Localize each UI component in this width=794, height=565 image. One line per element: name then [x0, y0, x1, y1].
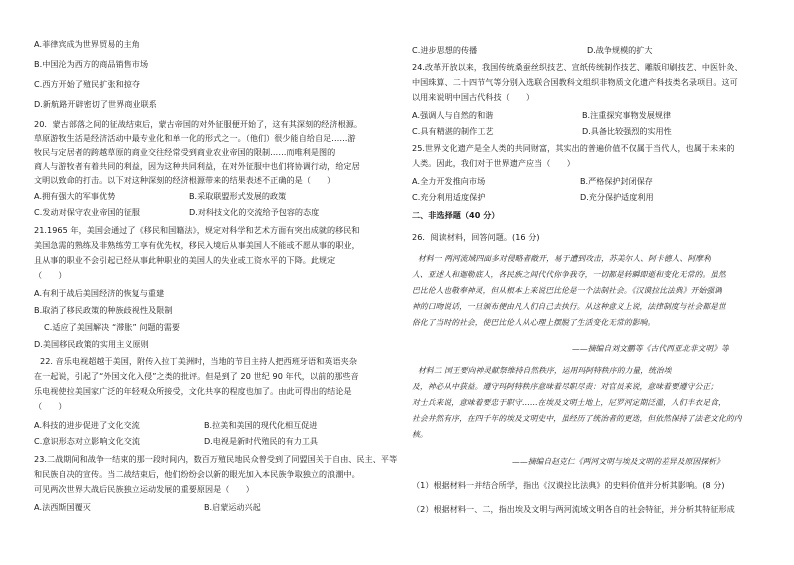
q20-stem-line: 牧民与定居者的跨越草原的商业交往经常受到商业农业帝国的限制……而唯利是图的 — [34, 147, 336, 157]
q22-stem-paren: （ ） — [34, 401, 67, 411]
q21-option-d: D.美国移民政策的实用主义原则 — [34, 339, 149, 349]
material-2-line: 对士兵来说，意味着要忠于职守……在埃及文明土地上，尼罗河定期泛滥，人们丰衣足食， — [412, 398, 726, 407]
q21-stem-line: 美国急需的熟练及非熟练劳工享有优先权，移民入境后从事美国人不能或不愿从事的职业， — [34, 240, 360, 250]
q21-option-a: A.有利于战后美国经济的恢复与重建 — [34, 288, 165, 298]
q24-stem-line: 24.改革开放以来，我国传统桑蚕丝织技艺、宣纸传统制作技艺、雕版印刷技艺、中医针灸、 — [412, 62, 743, 72]
material-2-line: 及，神必从中获益。遵守玛阿特秩序意味着尽职尽责：对官员来说，意味着要遵守公正； — [412, 382, 719, 391]
q25-option-b: B.严格保护封闭保存 — [580, 176, 653, 186]
q20-option-b: B.采取联盟形式发展的政策 — [189, 191, 287, 201]
q19-option-c: C.西方开始了殖民扩张和掠夺 — [34, 79, 141, 89]
q21-stem-paren: （ ） — [34, 270, 67, 280]
q21-option-b: B.取消了移民政策的种族歧视性及限制 — [34, 305, 173, 315]
material-1-source: ——摘编自刘文鹏等《古代西亚北非文明》等 — [572, 344, 729, 353]
q21-option-c: C.适应了美国解决 “滞胀” 问题的需要 — [44, 322, 181, 332]
q24-option-c: C.具有精湛的制作工艺 — [412, 126, 494, 136]
section-heading: 二、非选择题（40 分） — [412, 210, 500, 220]
q24-option-a: A.强调人与自然的和谐 — [412, 110, 494, 120]
q23-option-d: D.战争规模的扩大 — [587, 45, 653, 55]
q22-option-c: C.意识形态对立影响文化交流 — [34, 436, 141, 446]
q20-stem-line: 文明以致命的打击。以下对这种深刻的经济根源带来的结果表述不正确的是（ ） — [34, 175, 336, 185]
q24-option-d: D.具备比较强烈的实用性 — [582, 126, 672, 136]
q25-stem-line: 人类。因此，我们对于世界遗产应当（ ） — [412, 158, 575, 168]
material-1-line: 材料一 两河流域四面多对侵略者敞开，易于遭到攻击，苏美尔人、阿卡德人、阿摩利 — [418, 254, 711, 263]
q22-stem-line: 22. 音乐电视超越于美国，附传入拉丁美洲时，当地的节目主持人把西班牙语和英语夹杂 — [40, 356, 357, 366]
q19-option-b: B.中国沦为西方的商品销售市场 — [34, 59, 149, 69]
q23-option-c: C.进步思想的传播 — [412, 45, 478, 55]
material-1-line: 俗化了当时的社会，使巴比伦人从心理上摆脱了生活变化无常的影响。 — [412, 318, 656, 327]
q23-stem-line: 和民族自决的宣传。当二战结束后，他们纷纷会以新的眼光加入本民族争取独立的浪潮中。 — [34, 469, 360, 479]
q24-stem-line: 以用来说明中国古代科技（ ） — [412, 92, 535, 102]
q24-stem-line: 中国珠算、二十四节气等分别入选联合国教科文组织非物质文化遗产科技类名录项目。这可 — [412, 77, 738, 87]
material-2-source: ——摘编自赵克仁《两河文明与埃及文明的差异及原因探析》 — [512, 457, 724, 466]
material-2-line: 社会井然有序，在四千年的埃及文明史中，虽经历了统治者的更迭，但依然保持了法老文化的内 — [412, 414, 742, 423]
material-2-line: 材料二 国王要向神灵献祭维持自然秩序，运用玛阿特秩序的力量，统治埃 — [418, 366, 672, 375]
material-1-line: 巴比伦人也敬奉神灵，但从根本上来说巴比伦是一个法制社会。《汉谟拉比法典》开始强调 — [412, 286, 722, 295]
q20-option-d: D.对科技文化的交流给予包容的态度 — [189, 207, 320, 217]
q22-option-a: A.科技的进步促进了文化交流 — [34, 420, 140, 430]
material-1-line: 神的口吻说话，一旦颁布便由凡人们自己去执行。从这种意义上说，法律制度与社会都是世 — [412, 302, 726, 311]
q23-stem-line: 23.二战期间和战争一结束的那一段时间内，数百万殖民地民众曾受到了同盟国关于自由、民主、平等 — [34, 454, 398, 464]
q23-option-a: A.法西斯国覆灭 — [34, 502, 91, 512]
material-2-line: 核。 — [412, 430, 428, 439]
q20-stem-line: 草原游牧生活是经济活动中最专业化和单一化的形式之一。（他们）很少能自给自足……游 — [34, 133, 356, 143]
q25-option-a: A.全力开发推向市场 — [412, 176, 486, 186]
q21-stem-line: 21.1965 年，美国会通过了《移民和国籍法》，规定对科学和艺术方面有突出成就的移民和 — [34, 225, 360, 235]
q25-option-d: D.充分保护适度利用 — [580, 192, 654, 202]
material-1-line: 人、亚述人和迦勒底人，各民族之间代代你争我夺，一切都是转瞬即逝和变化无常的。虽然 — [412, 270, 726, 279]
q20-stem-line: 商人与游牧者有着共同的利益，因为这种共同利益，在对外征服中也们将协调行动，给定居 — [34, 161, 360, 171]
q23-stem-line: 可见两次世界大战后民族独立运动发展的重要原因是（ ） — [34, 484, 254, 494]
q25-stem-line: 25.世界文化遗产是全人类的共同财富，其实出的普遍价值不仅属于当代人，也属于未来的 — [412, 143, 735, 153]
q26-subquestion-1: （1）根据材料一并结合所学，指出《汉谟拉比法典》的史料价值并分析其影响。(8 分) — [412, 480, 725, 490]
q22-option-d: D.电视是新时代殖民的有力工具 — [204, 436, 319, 446]
q22-stem-line: 在一起说，引起了“外国文化入侵”之类的批评。但是到了 20 世纪 90 年代，以前的那些音 — [34, 371, 359, 381]
q20-option-c: C.发动对保守农业帝国的征服 — [34, 207, 141, 217]
q19-option-d: D.新航路开辟密切了世界商业联系 — [34, 99, 157, 109]
q22-option-b: B.拉美和美国的现代化相互促进 — [204, 420, 318, 430]
q26-subquestion-2: （2）根据材料一、二，指出埃及文明与两河流域文明各自的社会特征，并分析其特征形成 — [412, 504, 735, 514]
q21-stem-line: 且从事的职业不会引起已经从事此种职业的美国人的失业或工资水平的下降。此规定 — [34, 255, 336, 265]
q25-option-c: C.充分利用适度保护 — [412, 192, 486, 202]
q26-intro: 26．阅读材料，回答问题。(16 分) — [412, 232, 540, 242]
q19-option-a: A.菲律宾成为世界贸易的主角 — [34, 39, 140, 49]
q24-option-b: B.注重探究事物发展规律 — [582, 110, 672, 120]
q20-option-a: A.拥有强大的军事优势 — [34, 191, 116, 201]
q20-stem-line: 20．蒙古部落之间的征战结束后，蒙古帝国的对外征服便开始了，这有其深刻的经济根源。 — [34, 119, 363, 129]
q22-stem-line: 乐电视使拉美国家广泛的年轻观众所接受，文化共享的程度也加了。由此可得出的结论是 — [34, 386, 352, 396]
q23-option-b: B.启蒙运动兴起 — [204, 502, 261, 512]
